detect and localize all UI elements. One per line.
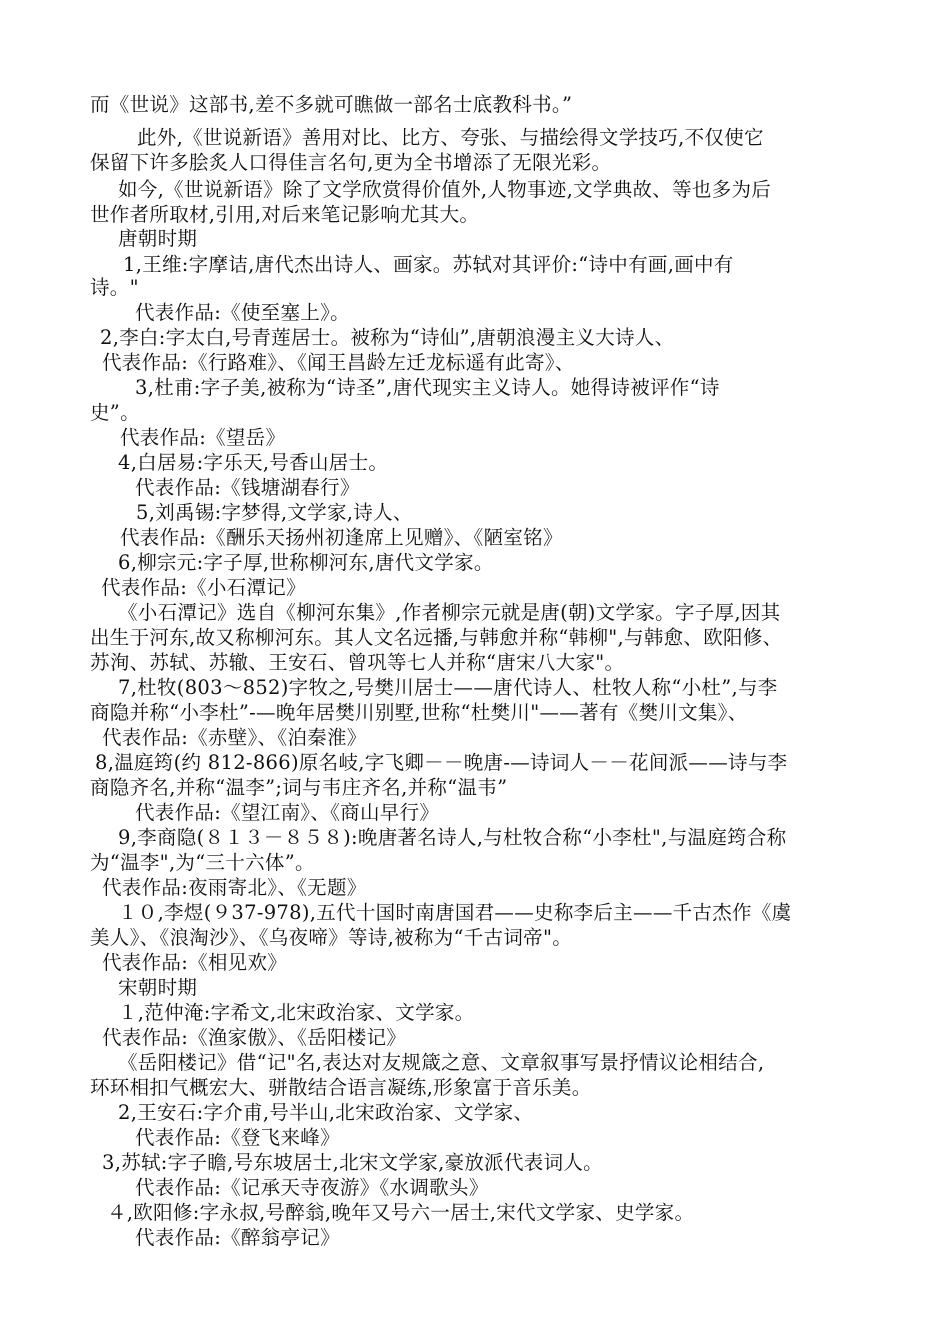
text-line-18: 代表作品:《酬乐天扬州初逢席上见赠》、《陋室铭》: [120, 526, 563, 549]
section-heading-song: 宋朝时期: [118, 976, 198, 999]
text-line-43: 3,苏轼:字子瞻,号东坡居士,北宋文学家,豪放派代表词人。: [102, 1151, 603, 1174]
text-line-15: 4,白居易:字乐天,号香山居士。: [118, 451, 389, 474]
text-line-46: 代表作品:《醉翁亭记》: [135, 1226, 340, 1249]
text-line-35: 代表作品:《相见欢》: [102, 951, 288, 974]
text-line-5: 世作者所取材,引用,对后来笔记影响尤其大。: [90, 203, 480, 226]
text-line-23: 苏洵、苏轼、苏辙、王安石、曾巩等七人并称“唐宋八大家"。: [90, 651, 625, 674]
text-line-37: １,范仲淹:字希文,北宋政治家、文学家。: [118, 1001, 475, 1024]
text-line-7: 1,王维:字摩诘,唐代杰出诗人、画家。苏轼对其评价:“诗中有画,画中有: [123, 253, 734, 276]
text-line-1: 而《世说》这部书,差不多就可瞧做一部名士底教科书。”: [90, 93, 573, 116]
text-line-10: 2,李白:字太白,号青莲居士。被称为“诗仙”,唐朝浪漫主义大诗人、: [100, 326, 675, 349]
text-line-3: 保留下许多脍炙人口得佳言名句,更为全书增添了无限光彩。: [90, 151, 612, 174]
text-line-21: 《小石潭记》选自《柳河东集》,作者柳宗元就是唐(朝)文学家。字子厚,因其: [118, 601, 781, 624]
text-line-40: 环环相扣气概宏大、骈散结合语言凝练,形象富于音乐美。: [90, 1076, 592, 1099]
text-line-31: 为“温李",为“三十六体”。: [90, 851, 315, 874]
text-line-34: 美人》、《浪淘沙》、《乌夜啼》等诗,被称为“千古词帝"。: [90, 926, 573, 949]
text-line-26: 代表作品:《赤壁》、《泊秦淮》: [102, 726, 367, 749]
text-line-19: 6,柳宗元:字子厚,世称柳河东,唐代文学家。: [118, 551, 494, 574]
text-line-22: 出生于河东,故又称柳河东。其人文名远播,与韩愈并称“韩柳",与韩愈、欧阳修、: [90, 626, 783, 649]
text-line-28: 商隐齐名,并称“温李”;词与韦庄齐名,并称“温韦”: [90, 776, 508, 799]
text-line-16: 代表作品:《钱塘湖春行》: [135, 476, 360, 499]
text-line-44: 代表作品:《记承天寺夜游》《水调歌头》: [135, 1176, 489, 1199]
text-line-45: ４,欧阳修:字永叔,号醉翁,晚年又号六一居士,宋代文学家、史学家。: [107, 1201, 695, 1224]
text-line-20: 代表作品:《小石潭记》: [101, 576, 306, 599]
text-line-24: 7,杜牧(803～852)字牧之,号樊川居士——唐代诗人、杜牧人称“小杜”,与李: [118, 676, 778, 699]
text-line-33: １０,李煜(９37-978),五代十国时南唐国君——史称李后主——千古杰作《虞: [118, 901, 792, 924]
section-heading-tang: 唐朝时期: [118, 227, 198, 250]
text-line-25: 商隐并称“小李杜”-—晚年居樊川别墅,世称“杜樊川"——著有《樊川文集》、: [90, 701, 748, 724]
text-line-42: 代表作品:《登飞来峰》: [135, 1126, 340, 1149]
text-line-29: 代表作品:《望江南》、《商山早行》: [135, 801, 440, 824]
text-line-17: 5,刘禹锡:字梦得,文学家,诗人、: [136, 501, 413, 524]
text-line-39: 《岳阳楼记》借“记"名,表达对友规箴之意、文章叙事写景抒情议论相结合,: [118, 1051, 765, 1074]
text-line-32: 代表作品:夜雨寄北》、《无题》: [102, 876, 367, 899]
text-line-8: 诗。": [90, 276, 139, 299]
text-line-4: 如今,《世说新语》除了文学欣赏得价值外,人物事迹,文学典故、等也多为后: [118, 178, 772, 201]
text-line-13: 史”。: [90, 401, 140, 424]
text-line-38: 代表作品:《渔家傲》、《岳阳楼记》: [102, 1026, 407, 1049]
text-line-27: 8,温庭筠(约 812-866)原名岐,字飞卿－－晚唐-—诗词人－－花间派——诗与李: [95, 751, 788, 774]
text-line-12: 3,杜甫:字子美,被称为“诗圣”,唐代现实主义诗人。她得诗被评作“诗: [135, 376, 720, 399]
text-line-30: 9,李商隐(８１３－８５８):晚唐著名诗人,与杜牧合称“小李杜",与温庭筠合称: [118, 826, 787, 849]
text-line-14: 代表作品:《望岳》: [120, 426, 286, 449]
text-line-9: 代表作品:《使至塞上》。: [135, 301, 350, 324]
text-line-2: 此外,《世说新语》善用对比、比方、夸张、与描绘得文学技巧,不仅使它: [137, 126, 764, 149]
text-line-41: 2,王安石:字介甫,号半山,北宋政治家、文学家、: [118, 1101, 534, 1124]
text-line-11: 代表作品:《行路难》、《闻王昌龄左迁龙标遥有此寄》、: [102, 351, 575, 374]
